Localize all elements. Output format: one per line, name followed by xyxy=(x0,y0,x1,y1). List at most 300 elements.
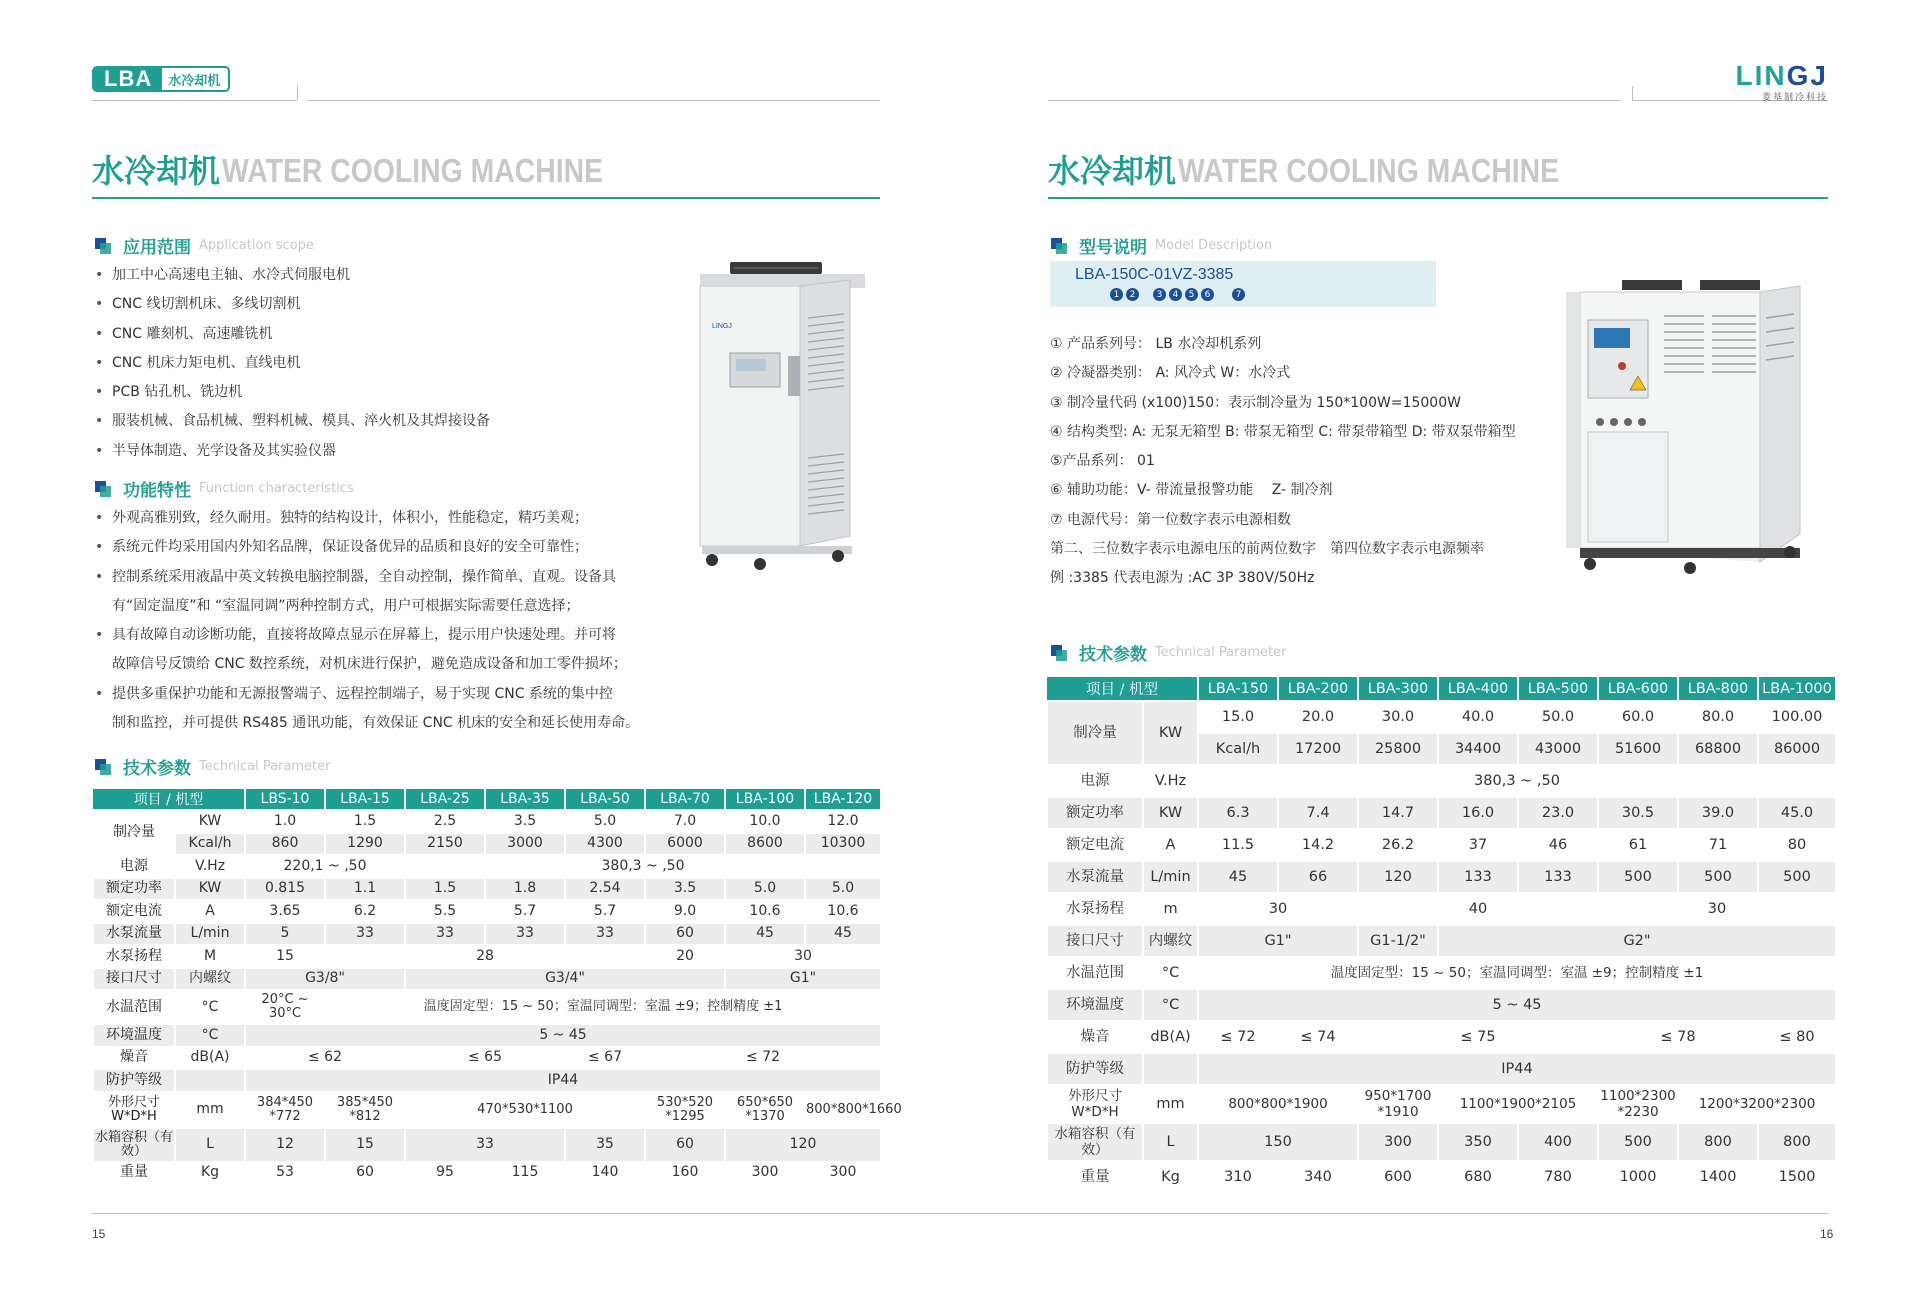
table-cell: Kcal/h xyxy=(1198,733,1278,765)
unit-cell: 内螺纹 xyxy=(175,968,245,991)
table-cell: 20.0 xyxy=(1278,701,1358,733)
table-row xyxy=(93,833,881,856)
table-cell: 380,3 ~ ,50 xyxy=(405,855,881,878)
svg-text:LINGJ: LINGJ xyxy=(712,323,732,330)
row-label: 制冷量 xyxy=(1047,701,1143,765)
table-cell: 1400 xyxy=(1678,1161,1758,1193)
table-cell: 1290 xyxy=(325,833,405,856)
unit-cell: °C xyxy=(1143,957,1198,989)
table-row xyxy=(93,900,881,923)
list-item: • 服装机械、食品机械、塑料机械、模具、淬火机及其焊接设备 xyxy=(92,407,490,436)
table-cell: 5 xyxy=(245,923,325,946)
table-cell: 60 xyxy=(645,923,725,946)
header-cell: LBA-600 xyxy=(1598,677,1678,701)
list-item: • 具有故障自动诊断功能，直接将故障点显示在屏幕上，提示用户快速处理。并可将 xyxy=(92,621,639,650)
table-cell: 66 xyxy=(1278,861,1358,893)
table-cell: 30 xyxy=(1598,893,1836,925)
table-cell: 40 xyxy=(1358,893,1598,925)
table-cell: 15 xyxy=(325,1128,405,1162)
table-cell: 310 xyxy=(1198,1161,1278,1193)
table-row xyxy=(93,945,881,968)
table-row xyxy=(1047,1053,1836,1085)
table-cell: 384*450 *772 xyxy=(245,1092,325,1128)
table-cell: 9.0 xyxy=(645,900,725,923)
page-title xyxy=(92,146,665,192)
section-title-cn: 技术参数 xyxy=(123,759,191,779)
table-cell: 1.5 xyxy=(405,878,485,901)
header-cell: LBA-70 xyxy=(645,789,725,810)
table-cell: 45 xyxy=(725,923,805,946)
table-row xyxy=(1047,989,1836,1021)
marker-badge: 2 xyxy=(1126,288,1139,301)
table-cell: ≤ 65 xyxy=(405,1047,565,1070)
table-cell: 2150 xyxy=(405,833,485,856)
table-row xyxy=(1047,765,1836,797)
model-code: LBA-150C-01VZ-3385 xyxy=(1075,266,1234,283)
table-cell: 12.0 xyxy=(805,810,881,833)
unit-cell: dB(A) xyxy=(1143,1021,1198,1053)
row-label: 额定电流 xyxy=(1047,829,1143,861)
table-cell: 6.3 xyxy=(1198,797,1278,829)
table-cell: ≤ 74 xyxy=(1278,1021,1358,1053)
header-cell: LBA-100 xyxy=(725,789,805,810)
table-cell: 40.0 xyxy=(1438,701,1518,733)
table-row xyxy=(1047,829,1836,861)
table-cell: 1500 xyxy=(1758,1161,1836,1193)
table-cell: 16.0 xyxy=(1438,797,1518,829)
table-cell: 220,1 ~ ,50 xyxy=(245,855,405,878)
brand-logo xyxy=(1736,62,1828,103)
table-cell: 2.54 xyxy=(565,878,645,901)
table-cell: 500 xyxy=(1598,861,1678,893)
row-label: 外形尺寸 W*D*H xyxy=(93,1092,175,1128)
title-underline xyxy=(92,197,880,199)
table-cell: 400 xyxy=(1518,1123,1598,1161)
list-item: • CNC 线切割机床、多线切割机 xyxy=(92,290,490,319)
title-cn: 水冷却机 xyxy=(1048,152,1177,190)
header-cell: LBA-50 xyxy=(565,789,645,810)
table-cell: 2.5 xyxy=(405,810,485,833)
row-label: 额定功率 xyxy=(93,878,175,901)
table-cell: 680 xyxy=(1438,1161,1518,1193)
table-cell: 780 xyxy=(1518,1161,1598,1193)
header-divider xyxy=(1632,86,1633,100)
unit-cell xyxy=(1143,1053,1198,1085)
row-label: 燥音 xyxy=(1047,1021,1143,1053)
row-label: 水箱容积（有效） xyxy=(1047,1123,1143,1161)
table-cell: 1000 xyxy=(1598,1161,1678,1193)
table-cell: 10.6 xyxy=(725,900,805,923)
logo-mark-a: LIN xyxy=(1735,60,1787,91)
header-cell: LBA-25 xyxy=(405,789,485,810)
series-code: LBA xyxy=(94,68,162,90)
logo-mark-b: GJ xyxy=(1786,60,1828,91)
title-en: WATER COOLING MACHINE xyxy=(1178,152,1560,189)
table-cell: 20°C ~ 30°C xyxy=(245,990,325,1024)
row-label: 接口尺寸 xyxy=(1047,925,1143,957)
table-cell: 800*800*1900 xyxy=(1198,1085,1358,1123)
table-cell: 28 xyxy=(325,945,645,968)
row-label: 环境温度 xyxy=(1047,989,1143,1021)
table-row xyxy=(93,1024,881,1047)
unit-cell: Kg xyxy=(1143,1161,1198,1193)
unit-cell: mm xyxy=(1143,1085,1198,1123)
table-cell: 26.2 xyxy=(1358,829,1438,861)
table-cell: 35 xyxy=(565,1128,645,1162)
list-item-continuation: 有“固定温度”和 “室温同调”两种控制方式，用户可根据实际需要任意选择； xyxy=(112,597,580,614)
table-cell: 8600 xyxy=(725,833,805,856)
row-label: 燥音 xyxy=(93,1047,175,1070)
table-row xyxy=(1047,1161,1836,1193)
section-icon xyxy=(1051,238,1067,254)
table-cell: 150 xyxy=(1198,1123,1358,1161)
row-label: 电源 xyxy=(93,855,175,878)
header-rule xyxy=(92,100,297,101)
table-cell: G1-1/2" xyxy=(1358,925,1438,957)
table-cell: 380,3 ~ ,50 xyxy=(1198,765,1836,797)
table-cell: 1.1 xyxy=(325,878,405,901)
table-cell: 12 xyxy=(245,1128,325,1162)
table-cell: 500 xyxy=(1758,861,1836,893)
unit-cell: V.Hz xyxy=(175,855,245,878)
table-cell: 530*520 *1295 xyxy=(645,1092,725,1128)
table-cell: 1100*1900*2105 xyxy=(1438,1085,1598,1123)
header-cell: LBA-150 xyxy=(1198,677,1278,701)
section-title-cn: 功能特性 xyxy=(123,481,191,501)
marker-badge: 4 xyxy=(1169,288,1182,301)
row-label: 防护等级 xyxy=(1047,1053,1143,1085)
section-title-en: Application scope xyxy=(199,238,314,253)
table-cell: 33 xyxy=(485,923,565,946)
section-title-en: Technical Parameter xyxy=(1155,645,1287,660)
table-cell: 5 ~ 45 xyxy=(1198,989,1836,1021)
table-cell: 600 xyxy=(1358,1161,1438,1193)
table-cell: 10300 xyxy=(805,833,881,856)
unit-cell xyxy=(175,1069,245,1092)
table-cell: 140 xyxy=(565,1162,645,1185)
table-cell: 1100*2300 *2230 xyxy=(1598,1085,1678,1123)
page-number: 16 xyxy=(1820,1227,1834,1241)
section-title-cn: 型号说明 xyxy=(1079,238,1147,258)
section-icon xyxy=(95,481,111,497)
table-cell: G1" xyxy=(1198,925,1358,957)
table-cell: ≤ 75 xyxy=(1358,1021,1598,1053)
header-cell: LBA-400 xyxy=(1438,677,1518,701)
unit-cell: L xyxy=(175,1128,245,1162)
list-item-continuation: 制和监控，并可提供 RS485 通讯功能，有效保证 CNC 机床的安全和延长使用寿命。 xyxy=(112,715,640,732)
table-cell: 3000 xyxy=(485,833,565,856)
table-cell: 5.0 xyxy=(565,810,645,833)
table-cell: 39.0 xyxy=(1678,797,1758,829)
title-cn: 水冷却机 xyxy=(92,152,221,190)
table-cell: 340 xyxy=(1278,1161,1358,1193)
table-cell: 86000 xyxy=(1758,733,1836,765)
table-cell: 100.00 xyxy=(1758,701,1836,733)
header-divider xyxy=(297,86,298,100)
table-cell: G2" xyxy=(1438,925,1836,957)
header-cell: LBA-1000 xyxy=(1758,677,1836,701)
table-cell: ≤ 72 xyxy=(1198,1021,1278,1053)
table-cell: 45 xyxy=(1198,861,1278,893)
row-label: 外形尺寸 W*D*H xyxy=(1047,1085,1143,1123)
list-item: 第二、三位数字表示电源电压的前两位数字 第四位数字表示电源频率 xyxy=(1050,541,1484,558)
series-badge xyxy=(92,66,230,92)
list-item: • PCB 钻孔机、铣边机 xyxy=(92,378,490,407)
header-cell: LBA-35 xyxy=(485,789,565,810)
table-cell: 温度固定型：15 ~ 50；室温同调型：室温 ±9；控制精度 ±1 xyxy=(1198,957,1836,989)
table-cell: 15 xyxy=(245,945,325,968)
section-icon xyxy=(95,238,111,254)
header-cell: LBA-500 xyxy=(1518,677,1598,701)
table-cell: 43000 xyxy=(1518,733,1598,765)
table-cell: 1.8 xyxy=(485,878,565,901)
table-cell: 650*650 *1370 xyxy=(725,1092,805,1128)
table-cell: 160 xyxy=(645,1162,725,1185)
table-cell: 500 xyxy=(1598,1123,1678,1161)
table-row xyxy=(93,1069,881,1092)
table-cell: 385*450 *812 xyxy=(325,1092,405,1128)
table-cell: 30 xyxy=(725,945,881,968)
row-label: 接口尺寸 xyxy=(93,968,175,991)
table-row xyxy=(93,1047,881,1070)
title-en: WATER COOLING MACHINE xyxy=(222,152,604,189)
unit-cell: °C xyxy=(175,1024,245,1047)
row-label: 水箱容积（有效） xyxy=(93,1128,175,1162)
table-row xyxy=(93,810,881,833)
unit-cell: mm xyxy=(175,1092,245,1128)
list-item-continuation: 故障信号反馈给 CNC 数控系统，对机床进行保护，避免造成设备和加工零件损坏； xyxy=(112,656,627,673)
table-header xyxy=(93,789,881,810)
table-row xyxy=(1047,701,1836,733)
table-cell: 6.2 xyxy=(325,900,405,923)
row-label: 水泵流量 xyxy=(1047,861,1143,893)
table-cell: 34400 xyxy=(1438,733,1518,765)
unit-cell: 内螺纹 xyxy=(1143,925,1198,957)
page-number: 15 xyxy=(92,1227,106,1241)
table-cell: 60 xyxy=(325,1162,405,1185)
table-cell: 60.0 xyxy=(1598,701,1678,733)
table-cell: 3.5 xyxy=(485,810,565,833)
application-heading xyxy=(95,233,314,258)
unit-cell: KW xyxy=(1143,701,1198,765)
table-cell: 14.2 xyxy=(1278,829,1358,861)
unit-cell: dB(A) xyxy=(175,1047,245,1070)
table-cell: 5.0 xyxy=(725,878,805,901)
table-row xyxy=(93,1092,881,1128)
header-cell: LBA-15 xyxy=(325,789,405,810)
header-rule xyxy=(307,100,880,101)
table-cell: 3.65 xyxy=(245,900,325,923)
row-label: 电源 xyxy=(1047,765,1143,797)
section-icon xyxy=(1051,645,1067,661)
unit-cell: A xyxy=(1143,829,1198,861)
table-cell: 30.5 xyxy=(1598,797,1678,829)
table-cell: 80.0 xyxy=(1678,701,1758,733)
list-item: • 加工中心高速电主轴、水冷式伺服电机 xyxy=(92,261,490,290)
list-item: • CNC 机床力矩电机、直线电机 xyxy=(92,349,490,378)
list-item: ② 冷凝器类别： A: 风冷式 W：水冷式 xyxy=(1050,365,1291,382)
table-cell: 5.0 xyxy=(805,878,881,901)
table-cell: 800*800*1660 xyxy=(805,1092,881,1128)
unit-cell: Kcal/h xyxy=(175,833,245,856)
row-label: 环境温度 xyxy=(93,1024,175,1047)
table-row xyxy=(1047,1123,1836,1161)
table-cell: 300 xyxy=(1358,1123,1438,1161)
row-label: 水温范围 xyxy=(93,990,175,1024)
section-title-en: Model Description xyxy=(1155,238,1273,253)
model-description-list xyxy=(1050,330,1516,594)
table-cell: 133 xyxy=(1518,861,1598,893)
table-cell: 350 xyxy=(1438,1123,1518,1161)
unit-cell: L xyxy=(1143,1123,1198,1161)
table-cell: 50.0 xyxy=(1518,701,1598,733)
table-cell: 1200*3200*2300 xyxy=(1678,1085,1836,1123)
table-cell: 120 xyxy=(725,1128,881,1162)
row-label: 额定功率 xyxy=(1047,797,1143,829)
list-item: • CNC 雕刻机、高速雕铣机 xyxy=(92,320,490,349)
list-item: • 提供多重保护功能和无源报警端子、远程控制端子，易于实现 CNC 系统的集中控 xyxy=(92,680,639,709)
table-row xyxy=(1047,1085,1836,1123)
application-list xyxy=(92,261,490,466)
section-title-en: Technical Parameter xyxy=(199,759,331,774)
table-cell: ≤ 67 xyxy=(565,1047,645,1070)
row-label: 水温范围 xyxy=(1047,957,1143,989)
table-cell: 120 xyxy=(1358,861,1438,893)
header-cell: LBA-300 xyxy=(1358,677,1438,701)
table-cell: 25800 xyxy=(1358,733,1438,765)
table-cell: 300 xyxy=(725,1162,805,1185)
table-cell: 95 xyxy=(405,1162,485,1185)
header-cell: 项目 / 机型 xyxy=(1047,677,1198,701)
table-cell: IP44 xyxy=(1198,1053,1836,1085)
table-row xyxy=(1047,861,1836,893)
row-label: 重量 xyxy=(1047,1161,1143,1193)
table-cell: 800 xyxy=(1758,1123,1836,1161)
header-cell: LBS-10 xyxy=(245,789,325,810)
table-row xyxy=(93,878,881,901)
list-item: • 控制系统采用液晶中英文转换电脑控制器，全自动控制，操作简单、直观。设备具 xyxy=(92,563,639,592)
unit-cell: M xyxy=(175,945,245,968)
row-label: 额定电流 xyxy=(93,900,175,923)
table-row xyxy=(1047,797,1836,829)
list-item: ④ 结构类型: A: 无泵无箱型 B: 带泵无箱型 C: 带泵带箱型 D: 带双泵带箱型 xyxy=(1050,423,1516,440)
table-cell: 20 xyxy=(645,945,725,968)
header-cell: LBA-800 xyxy=(1678,677,1758,701)
unit-cell: A xyxy=(175,900,245,923)
table-cell: 23.0 xyxy=(1518,797,1598,829)
row-label: 水泵流量 xyxy=(93,923,175,946)
section-title-cn: 应用范围 xyxy=(123,238,191,258)
series-text: 水冷却机 xyxy=(168,73,221,89)
table-cell: 33 xyxy=(325,923,405,946)
table-row xyxy=(1047,957,1836,989)
table-cell: 33 xyxy=(405,1128,565,1162)
unit-cell: KW xyxy=(175,810,245,833)
unit-cell: Kg xyxy=(175,1162,245,1185)
table-cell: 3.5 xyxy=(645,878,725,901)
table-cell: 115 xyxy=(485,1162,565,1185)
unit-cell: m xyxy=(1143,893,1198,925)
table-cell: 10.0 xyxy=(725,810,805,833)
table-cell: 45.0 xyxy=(1758,797,1836,829)
header-cell: LBA-200 xyxy=(1278,677,1358,701)
marker-badge: 1 xyxy=(1110,288,1123,301)
table-cell: 5.7 xyxy=(485,900,565,923)
list-item: 例 :3385 代表电源为 :AC 3P 380V/50Hz xyxy=(1050,570,1315,587)
list-item: ⑤产品系列： 01 xyxy=(1050,453,1155,470)
unit-cell: L/min xyxy=(1143,861,1198,893)
table-cell: 860 xyxy=(245,833,325,856)
row-label: 水泵扬程 xyxy=(1047,893,1143,925)
header-cell: 项目 / 机型 xyxy=(93,789,245,810)
table-cell: 950*1700 *1910 xyxy=(1358,1085,1438,1123)
footer-rule xyxy=(960,1213,1828,1214)
table-header xyxy=(1047,677,1836,701)
table-cell: IP44 xyxy=(245,1069,881,1092)
tech-heading xyxy=(95,754,330,779)
header-rule xyxy=(1048,100,1621,101)
table-cell: 1.5 xyxy=(325,810,405,833)
table-cell: 60 xyxy=(645,1128,725,1162)
spec-table-left xyxy=(92,789,902,1185)
table-cell: 30 xyxy=(1198,893,1358,925)
list-item: • 系统元件均采用国内外知名品牌，保证设备优异的品质和良好的安全可靠性； xyxy=(92,533,639,562)
table-cell: 17200 xyxy=(1278,733,1358,765)
table-cell: ≤ 78 xyxy=(1598,1021,1758,1053)
table-row xyxy=(93,923,881,946)
table-cell: 5 ~ 45 xyxy=(245,1024,881,1047)
footer-rule xyxy=(92,1213,960,1214)
table-cell: 300 xyxy=(805,1162,881,1185)
unit-cell: L/min xyxy=(175,923,245,946)
table-cell: 14.7 xyxy=(1358,797,1438,829)
table-cell: 5.5 xyxy=(405,900,485,923)
list-item: ③ 制冷量代码 (x100)150：表示制冷量为 150*100W=15000W xyxy=(1050,394,1461,411)
unit-cell: °C xyxy=(1143,989,1198,1021)
unit-cell: V.Hz xyxy=(1143,765,1198,797)
model-heading xyxy=(1051,233,1272,258)
table-cell: G3/8" xyxy=(245,968,405,991)
table-row xyxy=(1047,925,1836,957)
table-row xyxy=(93,855,881,878)
table-cell: 1.0 xyxy=(245,810,325,833)
table-cell: 11.5 xyxy=(1198,829,1278,861)
unit-cell: °C xyxy=(175,990,245,1024)
list-item: ① 产品系列号： LB 水冷却机系列 xyxy=(1050,336,1262,352)
table-cell: 15.0 xyxy=(1198,701,1278,733)
table-row xyxy=(93,1128,881,1162)
tech-heading xyxy=(1051,640,1286,665)
list-item: • 外观高雅别致，经久耐用。独特的结构设计，体积小，性能稳定，精巧美观； xyxy=(92,504,639,533)
unit-cell: KW xyxy=(175,878,245,901)
list-item: ⑥ 辅助功能：V- 带流量报警功能 Z- 制冷剂 xyxy=(1050,482,1333,499)
marker-badge: 6 xyxy=(1201,288,1214,301)
table-cell: 30.0 xyxy=(1358,701,1438,733)
table-cell: ≤ 80 xyxy=(1758,1021,1836,1053)
section-icon xyxy=(95,759,111,775)
table-row xyxy=(93,990,881,1024)
table-cell: 500 xyxy=(1678,861,1758,893)
table-cell: ≤ 72 xyxy=(645,1047,881,1070)
table-cell: 6000 xyxy=(645,833,725,856)
row-label: 防护等级 xyxy=(93,1069,175,1092)
table-cell: 61 xyxy=(1598,829,1678,861)
table-cell: 0.815 xyxy=(245,878,325,901)
table-cell: 470*530*1100 xyxy=(405,1092,645,1128)
row-label: 制冷量 xyxy=(93,810,175,855)
right-page xyxy=(960,0,1920,1312)
list-item: • 半导体制造、光学设备及其实验仪器 xyxy=(92,437,490,466)
